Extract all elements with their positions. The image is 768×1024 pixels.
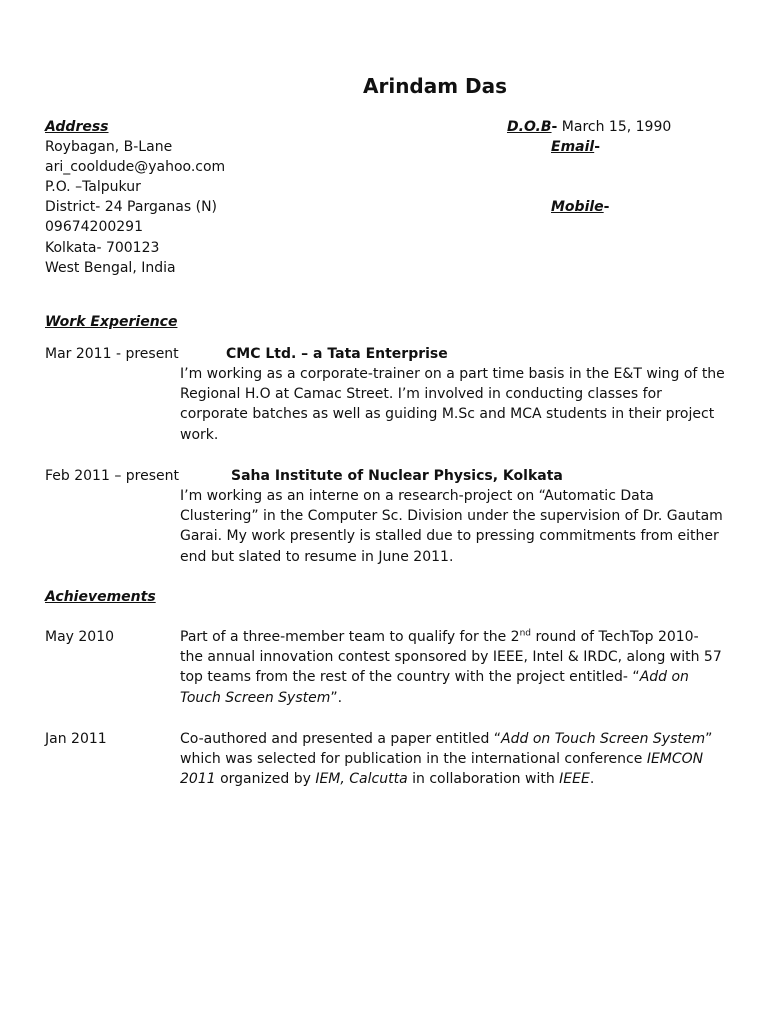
work-organization: CMC Ltd. – a Tata Enterprise bbox=[226, 346, 448, 362]
dob-field bbox=[507, 117, 671, 137]
achievement-description bbox=[180, 729, 725, 790]
organizer-name: IEM, Calcutta bbox=[315, 771, 408, 788]
email-field bbox=[551, 137, 600, 157]
email-label: Email bbox=[551, 139, 595, 155]
address-line: Roybagan, B-Lane bbox=[45, 139, 173, 155]
achievement-date: May 2010 bbox=[45, 629, 115, 645]
work-description: I’m working as an interne on a research-project on “Automatic Data Clustering” in the Computer Sc. Division under the supervision of Dr. Gautam Garai. My work presently is stalled due to pressing commitments from either end but slated to resume in June 2011. bbox=[180, 488, 723, 565]
paper-title: Add on Touch Screen System bbox=[501, 731, 706, 747]
conference-name: IEMCON 2011 bbox=[180, 751, 704, 788]
address-line: Kolkata- 700123 bbox=[45, 240, 160, 256]
work-date: Mar 2011 - present bbox=[45, 346, 179, 362]
achievement-text: Part of a three-member team to qualify for the 2 bbox=[180, 629, 520, 645]
achievement-text: ” which was selected for publication in the international conference bbox=[180, 731, 713, 768]
achievement-text: organized by bbox=[215, 771, 316, 788]
achievements-heading: Achievements bbox=[45, 589, 156, 605]
collaborator-name: IEEE bbox=[559, 771, 590, 788]
work-description: I’m working as a corporate-trainer on a part time basis in the E&T wing of the Regional H.O at Camac Street. I’m involved in conducting classes for corporate batches as well as guiding M.Sc and MCA students in their project work. bbox=[180, 366, 725, 443]
address-line: West Bengal, India bbox=[45, 260, 176, 276]
work-organization: Saha Institute of Nuclear Physics, Kolkata bbox=[231, 468, 563, 484]
achievement-text: in collaboration with bbox=[407, 771, 560, 788]
resume-name: Arindam Das bbox=[363, 74, 508, 98]
dob-separator: - bbox=[551, 119, 558, 135]
address-line: P.O. –Talpukur bbox=[45, 179, 141, 195]
email-separator: - bbox=[594, 139, 601, 155]
mobile-field bbox=[551, 197, 609, 217]
address-line: ari_cooldude@yahoo.com bbox=[45, 159, 226, 175]
achievement-description bbox=[180, 627, 725, 708]
dob-label: D.O.B bbox=[507, 119, 552, 135]
address-line: 09674200291 bbox=[45, 219, 143, 235]
address-line: District- 24 Parganas (N) bbox=[45, 199, 218, 215]
work-experience-heading: Work Experience bbox=[45, 314, 178, 330]
work-date: Feb 2011 – present bbox=[45, 468, 179, 484]
mobile-separator: - bbox=[603, 199, 610, 215]
achievement-text: Co-authored and presented a paper entitled “ bbox=[180, 731, 502, 747]
dob-value: March 15, 1990 bbox=[557, 119, 672, 135]
achievement-text: round of TechTop 2010- the annual innovation contest sponsored by IEEE, Intel & IRDC, along with 57 top teams from the rest of the country with the project entitled- “ bbox=[180, 629, 722, 686]
achievement-text: ”. bbox=[330, 689, 343, 706]
achievement-date: Jan 2011 bbox=[45, 731, 107, 747]
address-heading: Address bbox=[45, 119, 109, 135]
ordinal-suffix: nd bbox=[519, 628, 532, 639]
mobile-label: Mobile bbox=[551, 199, 604, 215]
project-title: Add on Touch Screen System bbox=[180, 669, 689, 706]
achievement-text: . bbox=[589, 771, 595, 788]
